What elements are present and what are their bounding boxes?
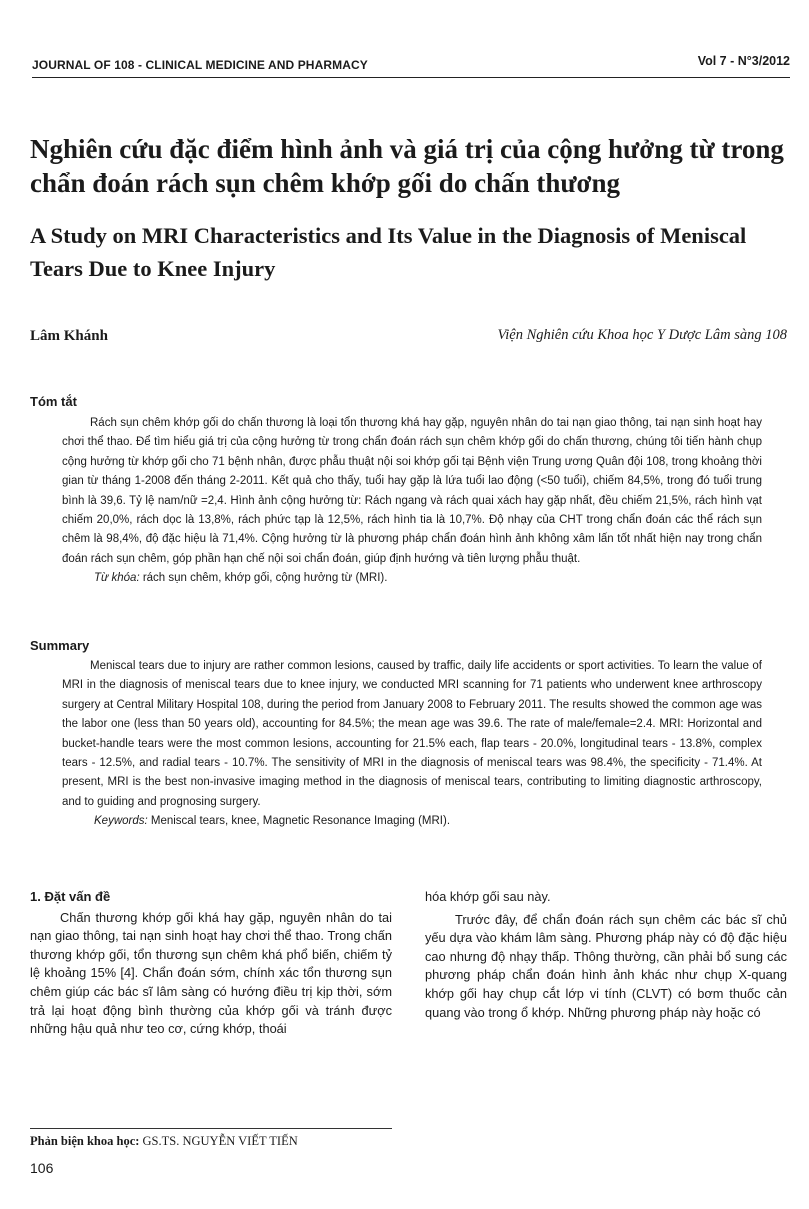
intro-paragraph-2: Trước đây, để chẩn đoán rách sụn chêm các bác sĩ chủ yếu dựa vào khám lâm sàng. Phương pháp này có độ đặc hiệu cao nhưng độ nhạy thấp. Thông thường, cần phải bổ sung các phương pháp chẩn đoán hình ảnh khác như chụp X-quang khớp gối hay chụp cắt lớp vi tính (CLVT) có bơm thuốc cản quang vào trong ổ khớp. Những phương pháp này hoặc có — [425, 911, 787, 1020]
keywords-vi-label: Từ khóa: — [94, 572, 140, 585]
abstract-vi — [62, 414, 762, 589]
title-english: A Study on MRI Characteristics and Its Value in the Diagnosis of Meniscal Tears Due to Knee Injury — [30, 223, 747, 281]
footnote-rule — [30, 1128, 392, 1129]
reviewer-label: Phản biện khoa học: — [30, 1134, 140, 1148]
keywords-vi-text: rách sụn chêm, khớp gối, cộng hưởng từ (MRI). — [139, 572, 388, 585]
header-rule — [32, 77, 790, 78]
author-name: Lâm Khánh — [30, 328, 108, 344]
summary-heading: Summary — [30, 638, 90, 653]
abstract-vi-keywords — [62, 569, 762, 588]
author-affiliation: Viện Nghiên cứu Khoa học Y Dược Lâm sàng 108 — [497, 327, 787, 343]
intro-heading: 1. Đặt vấn đề — [30, 889, 111, 904]
abstract-vi-heading: Tóm tắt — [30, 394, 77, 409]
keywords-en-label: Keywords: — [94, 815, 148, 828]
abstract-vi-text: Rách sụn chêm khớp gối do chấn thương là loại tổn thương khá hay gặp, nguyên nhân do tai nạn giao thông, tai nạn sinh hoạt hay chơi thể thao. Để tìm hiểu giá trị của cộng hưởng từ trong chẩn đoán rách sụn chêm khớp gối do chấn thương, chúng tôi tiến hành chụp cộng hưởng từ khớp gối cho 71 bệnh nhân, được phẫu thuật nội soi khớp gối tại Bệnh viện Trung ương Quân đội 108, trong khoảng thời gian từ tháng 1-2008 đến tháng 2-2011. Kết quả cho thấy, tuổi hay gặp là lứa tuổi lao động (<50 tuổi), chiếm 84,5%, trong đó tuổi trung bình là 39,6. Tỷ lệ nam/nữ =2,4. Hình ảnh cộng hưởng từ: Rách ngang và rách quai xách hay gặp nhất, đều chiếm 21,5%, rách hình vạt chiếm 20,0%, rách dọc là 13,8%, rách phức tạp là 12,5%, rách hình tia là 10,7%. Độ nhạy của CHT trong chẩn đoán các thể rách sụn chêm là 98,4%, độ đặc hiệu là 71,4%. Cộng hưởng từ là phương pháp chẩn đoán hình ảnh không xâm lấn tốt nhất hiện nay trong chẩn đoán rách sụn chêm, góp phần hạn chế nội soi chẩn đoán, giúp định hướng và tiên lượng phẫu thuật. — [62, 417, 762, 565]
intro-continuation: hóa khớp gối sau này. — [425, 889, 551, 904]
journal-name: JOURNAL OF 108 - CLINICAL MEDICINE AND PHARMACY — [32, 58, 368, 72]
keywords-en-text: Meniscal tears, knee, Magnetic Resonance Imaging (MRI). — [147, 815, 451, 828]
abstract-en — [62, 657, 762, 832]
reviewer-name: GS.TS. NGUYỄN VIẾT TIẾN — [139, 1134, 298, 1148]
reviewer-footnote — [30, 1134, 298, 1149]
running-header — [32, 54, 790, 78]
title-vietnamese: Nghiên cứu đặc điểm hình ảnh và giá trị của cộng hưởng từ trong chẩn đoán rách sụn chêm khớp gối do chấn thương — [30, 134, 784, 198]
abstract-en-keywords — [62, 812, 762, 831]
intro-paragraph-1: Chấn thương khớp gối khá hay gặp, nguyên nhân do tai nạn giao thông, tai nạn sinh hoạt hay chơi thể thao. Trong chấn thương khớp gối, tổn thương sụn chêm khá phổ biến, chiếm tỷ lệ khoảng 15% [4]. Chẩn đoán sớm, chính xác tổn thương sụn chêm giúp các bác sĩ lâm sàng có hướng điều trị kịp thời, sớm trả lại hoạt động bình thường của khớp gối và tránh được những hậu quả như teo cơ, cứng khớp, thoái — [30, 909, 392, 1037]
page-number: 106 — [30, 1160, 54, 1176]
abstract-en-text: Meniscal tears due to injury are rather common lesions, caused by traffic, daily life accidents or sport activities. To learn the value of MRI in the diagnosis of meniscal tears due to knee injury, we conducted MRI scanning for 71 patients who underwent knee arthroscopy surgery at Central Military Hospital 108, during the period from January 2008 to February 2011. The results showed the common age was the labor one (less than 50 years old), accounting for 84.5%; the mean age was 39.6. The rate of male/female=2.4. MRI: Horizontal and bucket-handle tears were the most common lesions, accounting for 21.5% each, flap tears - 20.0%, longitudinal tears - 13.8%, complex tears - 12.5%, and radial tears - 10.7%. The sensitivity of MRI in the diagnosis of meniscal tears was 98.4%, the specificity - 71.4%. At present, MRI is the best non-invasive imaging method in the diagnosis of meniscal tears, contributing to limiting diagnostic arthroscopy, and to guiding and prognosing surgery. — [62, 660, 762, 808]
body-column-left — [30, 888, 392, 1039]
body-column-right — [425, 888, 787, 1022]
issue-number: Vol 7 - N°3/2012 — [697, 54, 790, 68]
